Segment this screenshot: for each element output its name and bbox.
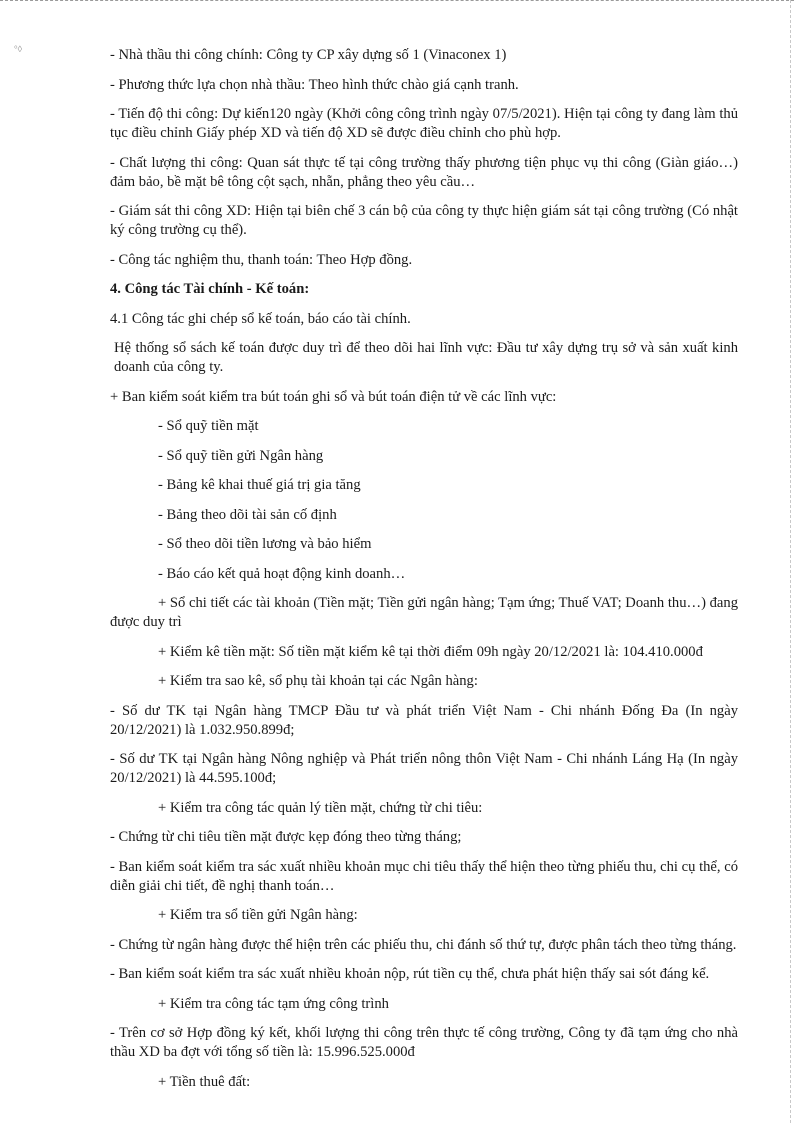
- document-page: [110, 46, 738, 1102]
- cash-count-line: + Kiểm kê tiền mặt: Số tiền mặt kiểm kê tại thời điểm 09h ngày 20/12/2021 là: 104.410.000đ: [158, 643, 703, 660]
- expense-check-line: - Ban kiểm soát kiểm tra sác xuất nhiều khoản mục chi tiêu thấy thể hiện theo từng phiếu thu, chi cụ thể, có diễn giải chi tiết, đề nghị thanh toán…: [110, 858, 738, 894]
- audit-intro-line: + Ban kiểm soát kiểm tra bút toán ghi sổ và bút toán điện tử về các lĩnh vực:: [110, 388, 557, 405]
- bank-balance-line: - Số dư TK tại Ngân hàng TMCP Đầu tư và phát triển Việt Nam - Chi nhánh Đống Đa (In ngày 20/12/2021) là 1.032.950.899đ;: [110, 702, 738, 738]
- selection-method-line: - Phương thức lựa chọn nhà thầu: Theo hình thức chào giá cạnh tranh.: [110, 76, 519, 93]
- bookkeeping-paragraph: Hệ thống sổ sách kế toán được duy trì để theo dõi hai lĩnh vực: Đầu tư xây dựng trụ sở và sản xuất kinh doanh của công ty.: [114, 340, 738, 375]
- margin-mark: °◊: [14, 44, 23, 54]
- quality-line: - Chất lượng thi công: Quan sát thực tế tại công trường thấy phương tiện phục vụ thi công (Giàn giáo…) đảm bảo, bề mặt bê tông cột sạch, nhẵn, phẳng theo yêu cầu…: [110, 154, 738, 190]
- section-heading: 4. Công tác Tài chính - Kế toán:: [110, 281, 310, 297]
- acceptance-line: - Công tác nghiệm thu, thanh toán: Theo Hợp đồng.: [110, 251, 413, 268]
- bank-statement-line: + Kiểm tra sao kê, sổ phụ tài khoản tại các Ngân hàng:: [158, 673, 478, 689]
- ledger-item: - Bảng kê khai thuế giá trị gia tăng: [158, 477, 361, 493]
- cash-management-line: + Kiểm tra công tác quản lý tiền mặt, chứng từ chi tiêu:: [158, 799, 483, 816]
- bank-deposit-check-line: + Kiểm tra sổ tiền gửi Ngân hàng:: [158, 907, 358, 923]
- advance-amount-line: - Trên cơ sở Hợp đồng ký kết, khối lượng thi công trên thực tế công trường, Công ty đã tạm ứng cho nhà thầu XD ba đợt với tổng số tiền là: 15.996.525.000đ: [110, 1025, 738, 1060]
- right-page-edge: [789, 0, 791, 1123]
- ledger-item: - Báo cáo kết quả hoạt động kinh doanh…: [158, 565, 406, 582]
- bank-voucher-line: - Chứng từ ngân hàng được thể hiện trên các phiếu thu, chi đánh số thứ tự, được phân tách theo từng tháng.: [110, 936, 737, 953]
- top-page-edge: [0, 0, 794, 3]
- bank-balance-line: - Số dư TK tại Ngân hàng Nông nghiệp và Phát triển nông thôn Việt Nam - Chi nhánh Láng Hạ (In ngày 20/12/2021) là 44.595.100đ;: [110, 751, 738, 786]
- ledger-item: - Sổ quỹ tiền mặt: [158, 418, 259, 434]
- advance-check-line: + Kiểm tra công tác tạm ứng công trình: [158, 995, 389, 1012]
- ledger-item: - Sổ quỹ tiền gửi Ngân hàng: [158, 447, 324, 464]
- schedule-line: - Tiến độ thi công: Dự kiến120 ngày (Khởi công công trình ngày 07/5/2021). Hiện tại công ty đang làm thủ tục điều chỉnh Giấy phép XD và tiến độ XD sẽ được điều chỉnh cho phù hợp.: [110, 106, 738, 141]
- subsection-heading: 4.1 Công tác ghi chép sổ kế toán, báo cáo tài chính.: [110, 310, 411, 327]
- ledger-item: - Bảng theo dõi tài sản cố định: [158, 506, 337, 523]
- deposit-withdraw-check-line: - Ban kiểm soát kiểm tra sác xuất nhiều khoản nộp, rút tiền cụ thể, chưa phát hiện thấy sai sót đáng kể.: [110, 966, 710, 982]
- detail-accounts-line: + Sổ chi tiết các tài khoản (Tiền mặt; Tiền gửi ngân hàng; Tạm ứng; Thuế VAT; Doanh thu…) đang được duy trì: [110, 595, 738, 630]
- land-rent-line: + Tiền thuê đất:: [158, 1073, 251, 1090]
- contractor-line: - Nhà thầu thi công chính: Công ty CP xây dựng số 1 (Vinaconex 1): [110, 47, 507, 63]
- cash-voucher-line: - Chứng từ chi tiêu tiền mặt được kẹp đóng theo từng tháng;: [110, 829, 462, 845]
- ledger-item: - Sổ theo dõi tiền lương và bảo hiểm: [158, 536, 372, 552]
- supervision-line: - Giám sát thi công XD: Hiện tại biên chế 3 cán bộ của công ty thực hiện giám sát tại công trường (Có nhật ký công trường cụ thể).: [110, 203, 738, 238]
